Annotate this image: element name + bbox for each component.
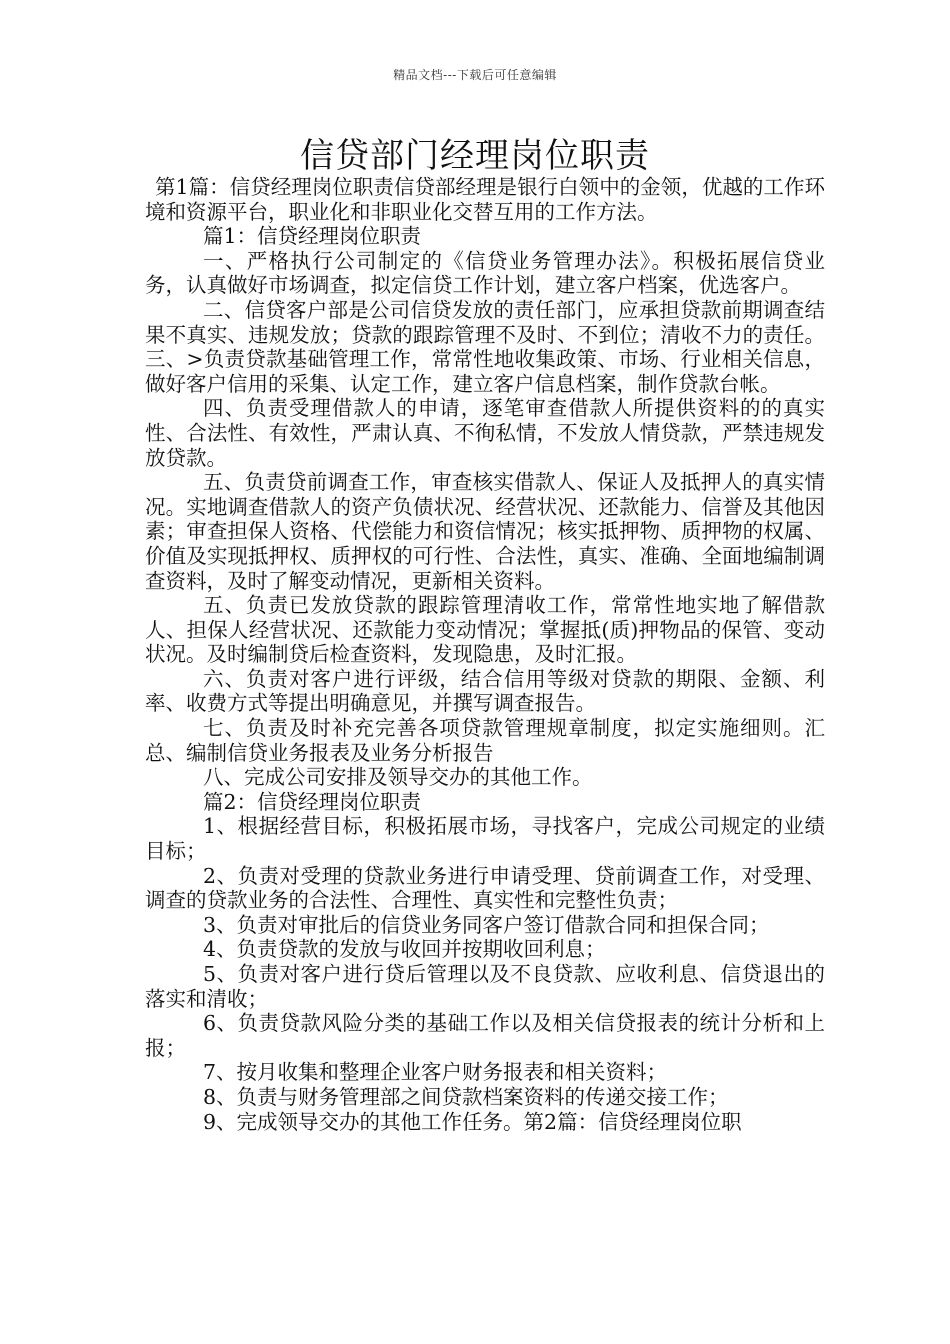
paragraph: 四、负责受理借款人的申请，逐笔审查借款人所提供资料的的真实性、合法性、有效性，严肃认真、不徇私情，不发放人情贷款，严禁违规发放贷款。 — [145, 396, 825, 470]
document-title: 信贷部门经理岗位职责 — [300, 136, 650, 176]
paragraph: 6、负责贷款风险分类的基础工作以及相关信贷报表的统计分析和上报； — [145, 1011, 825, 1060]
header-note: 精品文档---下载后可任意编辑 — [393, 68, 557, 82]
paragraph: 六、负责对客户进行评级，结合信用等级对贷款的期限、金额、利率、收费方式等提出明确意见，并撰写调查报告。 — [145, 666, 825, 716]
paragraph: 5、负责对客户进行贷后管理以及不良贷款、应收利息、信贷退出的落实和清收； — [145, 962, 825, 1011]
paragraph: 3、负责对审批后的信贷业务同客户签订借款合同和担保合同； — [203, 912, 770, 937]
paragraph: 一、严格执行公司制定的《信贷业务管理办法》。积极拓展信贷业务，认真做好市场调查，拟定信贷工作计划，建立客户档案，优选客户。 — [145, 248, 825, 298]
paragraph: 二、信贷客户部是公司信贷发放的责任部门，应承担贷款前期调查结果不真实、违规发放；贷款的跟踪管理不及时、不到位；清收不力的责任。三、>负责贷款基础管理工作，常常性地收集政策、市场、行业相关信息，做好客户信用的采集、认定工作，建立客户信息档案，制作贷款台帐。 — [145, 297, 825, 396]
paragraph: 五、负责贷前调查工作，审查核实借款人、保证人及抵押人的真实情况。实地调查借款人的资产负债状况、经营状况、还款能力、信誉及其他因素；审查担保人资格、代偿能力和资信情况；核实抵押物、质押物的权属、价值及实现抵押权、质押权的可行性、合法性，真实、准确、全面地编制调查资料，及时了解变动情况，更新相关资料。 — [145, 470, 825, 593]
paragraph: 8、负责与财务管理部之间贷款档案资料的传递交接工作； — [203, 1084, 729, 1109]
paragraph: 7、按月收集和整理企业客户财务报表和相关资料； — [203, 1060, 668, 1085]
paragraph: 篇2：信贷经理岗位职责 — [203, 789, 422, 814]
paragraph: 篇1：信贷经理岗位职责 — [203, 224, 422, 249]
paragraph: 八、完成公司安排及领导交办的其他工作。 — [203, 765, 593, 790]
paragraph: 七、负责及时补充完善各项贷款管理规章制度，拟定实施细则。汇总、编制信贷业务报表及业务分析报告 — [145, 716, 825, 765]
paragraph: 五、负责已发放贷款的跟踪管理清收工作，常常性地实地了解借款人、担保人经营状况、还款能力变动情况；掌握抵(质)押物品的保管、变动状况。及时编制贷后检查资料，发现隐患，及时汇报。 — [145, 593, 825, 667]
paragraph: 4、负责贷款的发放与收回并按期收回利息； — [203, 937, 606, 962]
paragraph: 1、根据经营目标，积极拓展市场，寻找客户，完成公司规定的业绩目标； — [145, 814, 825, 864]
paragraph: 9、完成领导交办的其他工作任务。第2篇：信贷经理岗位职 — [203, 1109, 742, 1134]
paragraph: 第1篇：信贷经理岗位职责信贷部经理是银行白领中的金领，优越的工作环境和资源平台，职业化和非职业化交替互用的工作方法。 — [145, 175, 825, 224]
document-body — [145, 175, 825, 1134]
paragraph: 2、负责对受理的贷款业务进行申请受理、贷前调查工作，对受理、调查的贷款业务的合法性、合理性、真实性和完整性负责； — [145, 863, 825, 913]
